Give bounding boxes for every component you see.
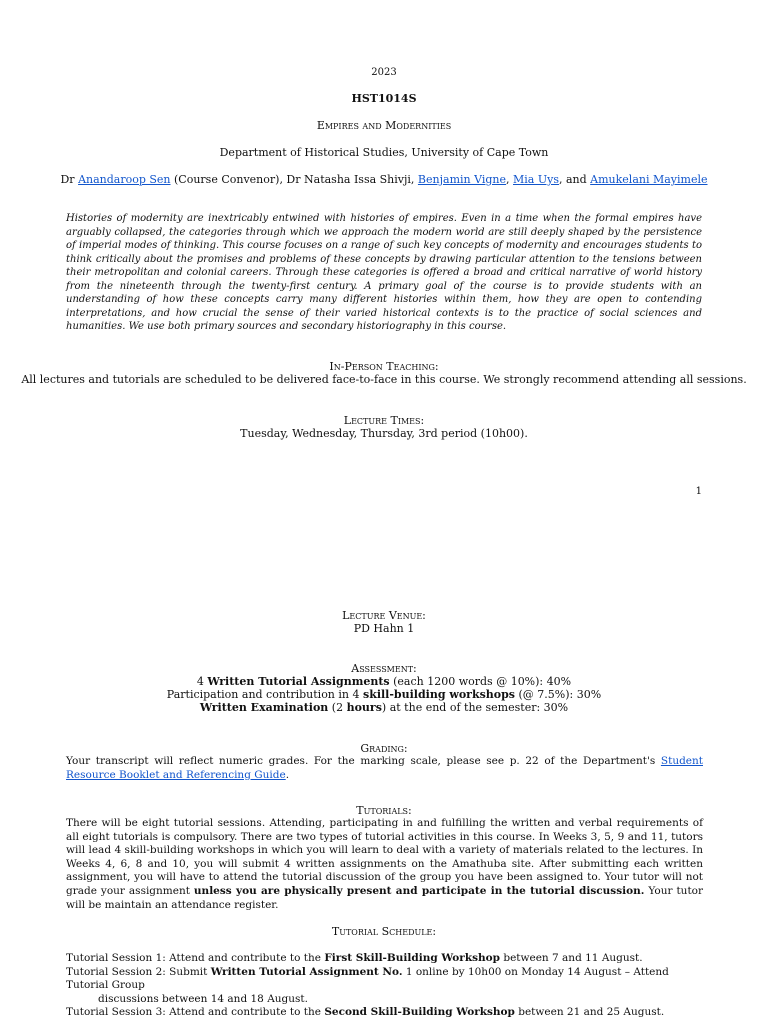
page-number: 1	[695, 486, 702, 497]
assessment-text: Participation and contribution in 4	[166, 688, 363, 701]
course-title: Empires and Modernities	[316, 119, 452, 132]
assessment-text: (2	[328, 701, 347, 714]
resource-booklet-link[interactable]: Student Resource Booklet and Referencing Guide	[66, 755, 703, 781]
separator: ,	[506, 173, 514, 186]
convenor-link[interactable]: Anandaroop Sen	[78, 173, 171, 186]
assessment-text: ) at the end of the semester: 30%	[381, 701, 569, 714]
assessment-bold: skill-building workshops	[363, 688, 515, 701]
schedule-bold: Second Skill-Building Workshop	[324, 1006, 515, 1019]
assessment-text: (each 1200 words @ 10%): 40%	[389, 675, 572, 688]
lecture-venue-text: PD Hahn 1	[353, 622, 415, 635]
assessment-bold: Written Tutorial Assignments	[207, 675, 390, 688]
assessment-item	[0, 701, 768, 714]
assessment-text: (@ 7.5%): 30%	[515, 688, 602, 701]
in-person-text: All lectures and tutorials are scheduled to be delivered face-to-face in this course. We strongly recommend attending all sessions.	[21, 373, 747, 386]
tutor-link-uys[interactable]: Mia Uys	[513, 173, 559, 186]
lecture-venue-heading: Lecture Venue:	[342, 609, 426, 622]
tutorials-text	[66, 817, 703, 912]
tutor-link-vigne[interactable]: Benjamin Vigne	[417, 173, 507, 186]
schedule-item	[66, 952, 706, 966]
schedule-bold: Written Tutorial Assignment No.	[210, 965, 403, 978]
schedule-item	[66, 966, 706, 993]
staff-line	[0, 173, 768, 186]
department: Department of Historical Studies, University of Cape Town	[219, 146, 549, 159]
tutorial-schedule	[66, 952, 706, 1020]
schedule-text: Tutorial Session 2: Submit	[66, 965, 211, 978]
schedule-text: between 21 and 25 August.	[514, 1006, 665, 1019]
in-person-heading: In-Person Teaching:	[329, 360, 439, 373]
tutorials-heading: Tutorials:	[356, 804, 412, 817]
lecture-times-heading: Lecture Times:	[343, 414, 425, 427]
schedule-heading: Tutorial Schedule:	[331, 925, 437, 938]
schedule-text: Tutorial Session 3: Attend and contribute to the	[66, 1006, 325, 1019]
schedule-text: Tutorial Session 1: Attend and contribute to the	[66, 952, 325, 964]
assessment-heading: Assessment:	[351, 662, 417, 675]
assessment-text: 4	[196, 675, 208, 688]
lecture-times-text: Tuesday, Wednesday, Thursday, 3rd period (10h00).	[240, 427, 528, 440]
tutor-link-mayimele[interactable]: Amukelani Mayimele	[590, 173, 708, 186]
schedule-item	[66, 1006, 706, 1020]
schedule-text: between 7 and 11 August.	[500, 952, 643, 964]
staff-prefix: Dr	[60, 173, 79, 186]
tutorials-bold: unless you are physically present and participate in the tutorial discussion.	[193, 884, 645, 897]
separator: , and	[558, 173, 591, 186]
staff-role: (Course Convenor), Dr Natasha Issa Shivji,	[170, 173, 418, 186]
tutorials-body: There will be eight tutorial sessions. Attending, participating in and fulfilling the written and verbal requirements of all eight tutorials is compulsory. There are two types of tutorial activities in this course. In Weeks 3, 5, 9 and 11, tutors will lead 4 skill-building workshops in which you will learn to deal with a variety of materials related to the lectures. In Weeks 4, 6, 8 and 10, you will submit 4 written assignments on the Amathuba site. After submitting each written assignment, you will have to attend the tutorial discussion of the group you have been assigned to. Your tutor will not grade your assignment	[66, 817, 703, 897]
course-code: HST1014S	[351, 92, 417, 105]
schedule-bold: First Skill-Building Workshop	[324, 952, 501, 964]
grading-text	[66, 755, 703, 782]
tutorials-end: Your tutor will be maintain an attendance register.	[66, 884, 703, 911]
assessment-bold: Written Examination	[199, 701, 329, 714]
assessment-bold: hours	[346, 701, 382, 714]
course-abstract: Histories of modernity are inextricably entwined with histories of empires. Even in a time when the formal empires have arguably collapsed, the categories through which we approach the modern world are still deeply shaped by the persistence of imperial modes of thinking. This course focuses on a range of such key concepts of modernity and encourages students to think critically about the promises and problems of these concepts by drawing particular attention to the tensions between their metropolitan and colonial careers. Through these categories is offered a broad and critical narrative of world history from the nineteenth through the twenty-first century. A primary goal of the course is to provide students with an understanding of how these concepts carry many different histories within them, how they are open to contending interpretations, and how crucial the sense of their varied historical contexts is to the practice of social sciences and humanities. We use both primary sources and secondary historiography in this course.	[66, 213, 702, 332]
grading-end: .	[285, 768, 290, 781]
schedule-item-continued: discussions between 14 and 18 August.	[98, 992, 308, 1005]
grading-body: Your transcript will reflect numeric grades. For the marking scale, please see p. 22 of the Department's	[66, 755, 661, 767]
assessment-item	[0, 688, 768, 701]
grading-heading: Grading:	[360, 742, 408, 755]
assessment-item	[0, 675, 768, 688]
schedule-text: 1 online by 10h00 on Monday 14 August – Attend Tutorial Group	[66, 965, 669, 992]
year: 2023	[371, 67, 397, 78]
